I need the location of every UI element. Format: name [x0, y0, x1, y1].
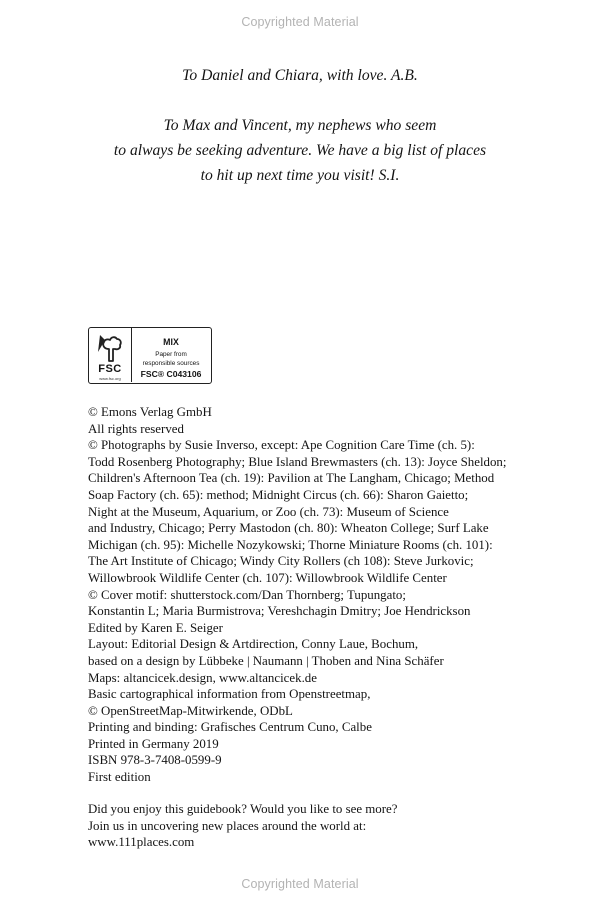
credit-line: Willowbrook Wildlife Center (ch. 107): Willowbrook Wildlife Center: [88, 570, 447, 585]
credit-line: Edited by Karen E. Seiger: [88, 620, 223, 635]
credit-line: First edition: [88, 770, 151, 785]
credit-line: Maps: altancicek.design, www.altancicek.de: [88, 670, 317, 685]
dedication-second: [0, 113, 600, 188]
credit-line: based on a design by Lübbeke | Naumann | Thoben and Nina Schäfer: [88, 653, 444, 668]
credit-line: Layout: Editorial Design & Artdirection, Conny Laue, Bochum,: [88, 637, 419, 652]
credit-line: Printing and binding: Grafisches Centrum Cuno, Calbe: [88, 720, 372, 735]
credit-line: © Photographs by Susie Inverso, except: Ape Cognition Care Time (ch. 5):: [88, 438, 475, 453]
fsc-logo: [89, 328, 132, 382]
dedication-second-line: to hit up next time you visit! S.I.: [200, 167, 400, 184]
credit-line: Night at the Museum, Aquarium, or Zoo (ch. 73): Museum of Science: [88, 504, 449, 519]
fsc-tree-icon: [94, 331, 126, 363]
credit-line: All rights reserved: [88, 421, 184, 436]
fsc-brand: FSC: [98, 363, 122, 375]
credit-line: © Emons Verlag GmbH: [88, 405, 212, 419]
credit-line: © OpenStreetMap-Mitwirkende, ODbL: [88, 703, 293, 718]
imprint-credits: [88, 404, 588, 786]
closing-line: Join us in uncovering new places around the world at:: [88, 818, 367, 833]
watermark-bottom: Copyrighted Material: [241, 877, 359, 891]
credit-line: Basic cartographical information from Openstreetmap,: [88, 687, 371, 702]
credit-line: Todd Rosenberg Photography; Blue Island Brewmasters (ch. 13): Joyce Sheldon;: [88, 454, 507, 469]
credit-line: ISBN 978-3-7408-0599-9: [88, 753, 222, 768]
fsc-label: [88, 327, 212, 384]
closing-line: Did you enjoy this guidebook? Would you like to see more?: [88, 802, 398, 816]
dedication-second-line: to always be seeking adventure. We have a big list of places: [113, 142, 487, 159]
dedication-second-line: To Max and Vincent, my nephews who seem: [163, 117, 437, 134]
credit-line: Printed in Germany 2019: [88, 736, 219, 751]
credit-line: © Cover motif: shutterstock.com/Dan Thornberg; Tupungato;: [88, 587, 406, 602]
fsc-mix: MIX: [163, 337, 179, 347]
credit-line: Michigan (ch. 95): Michelle Nozykowski; Thorne Miniature Rooms (ch. 101):: [88, 537, 493, 552]
credit-line: and Industry, Chicago; Perry Mastodon (ch. 80): Wheaton College; Surf Lake: [88, 521, 489, 536]
credit-line: Konstantin L; Maria Burmistrova; Vereshchagin Dmitry; Joe Hendrickson: [88, 604, 471, 619]
closing-note: [88, 801, 588, 851]
credit-line: Soap Factory (ch. 65): method; Midnight Circus (ch. 66): Sharon Gaietto;: [88, 487, 469, 502]
fsc-description-line: Paper from: [155, 351, 187, 358]
credit-line: Children's Afternoon Tea (ch. 19): Pavilion at The Langham, Chicago; Method: [88, 471, 495, 486]
credit-line: The Art Institute of Chicago; Windy City Rollers (ch 108): Steve Jurkovic;: [88, 554, 474, 569]
fsc-description: [132, 351, 210, 368]
fsc-url: www.fsc.org: [99, 376, 121, 381]
fsc-description-line: responsible sources: [142, 359, 200, 367]
dedication-first: To Daniel and Chiara, with love. A.B.: [182, 67, 418, 84]
website-link: www.111places.com: [88, 835, 195, 850]
watermark-top: Copyrighted Material: [241, 15, 359, 29]
fsc-code: FSC® C043106: [140, 369, 202, 379]
fsc-info: [132, 328, 210, 382]
